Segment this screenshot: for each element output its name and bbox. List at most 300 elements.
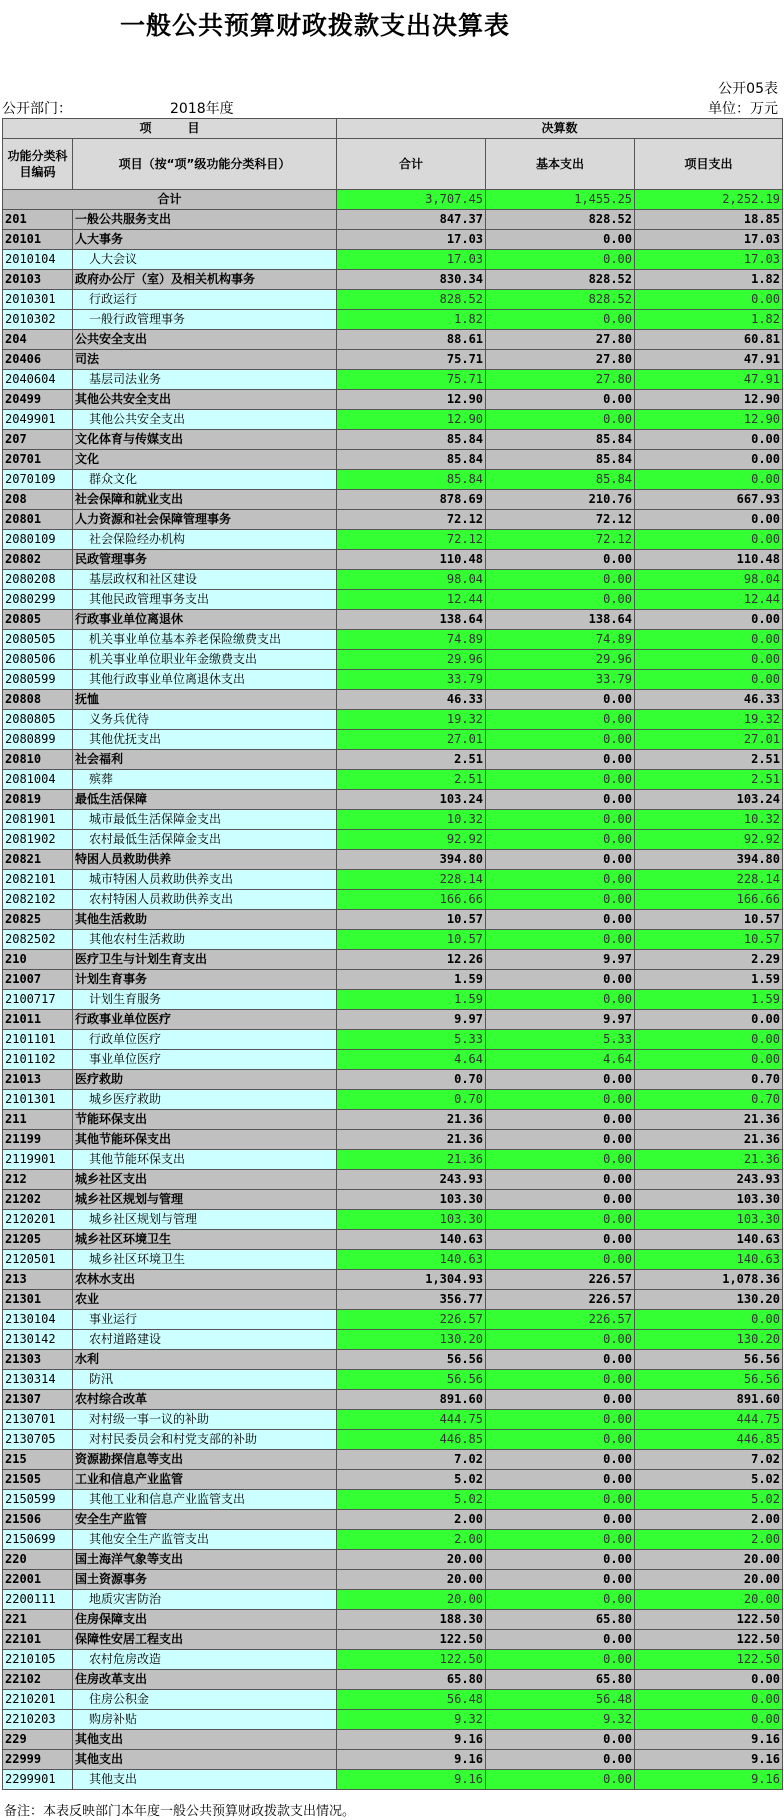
row-basic: 0.00: [486, 1750, 635, 1770]
table-row: [3, 850, 783, 870]
header-basic: 基本支出: [486, 139, 635, 190]
row-code: 21301: [3, 1290, 73, 1310]
table-row: [3, 1250, 783, 1270]
row-name: 义务兵优待: [73, 710, 337, 730]
table-row: [3, 1110, 783, 1130]
header-project: 项目支出: [635, 139, 783, 190]
row-project: 10.32: [635, 810, 783, 830]
row-project: 20.00: [635, 1590, 783, 1610]
row-project: 17.03: [635, 250, 783, 270]
table-row: [3, 590, 783, 610]
row-total: 75.71: [337, 370, 486, 390]
row-total: 878.69: [337, 490, 486, 510]
row-project: 122.50: [635, 1630, 783, 1650]
table-row: [3, 670, 783, 690]
row-project: 18.85: [635, 210, 783, 230]
row-basic: 0.00: [486, 770, 635, 790]
row-code: 21011: [3, 1010, 73, 1030]
row-code: 20103: [3, 270, 73, 290]
row-basic: 210.76: [486, 490, 635, 510]
row-basic: 27.80: [486, 330, 635, 350]
row-project: 10.57: [635, 910, 783, 930]
row-code: 2210201: [3, 1690, 73, 1710]
row-project: 103.30: [635, 1210, 783, 1230]
row-name: 农村特困人员救助供养支出: [73, 890, 337, 910]
row-basic: 27.80: [486, 370, 635, 390]
row-name: 特困人员救助供养: [73, 850, 337, 870]
row-basic: 74.89: [486, 630, 635, 650]
row-basic: 0.00: [486, 1150, 635, 1170]
row-basic: 0.00: [486, 1550, 635, 1570]
row-total: 4.64: [337, 1050, 486, 1070]
row-basic: 0.00: [486, 910, 635, 930]
row-project: 103.24: [635, 790, 783, 810]
row-name: 农村最低生活保障金支出: [73, 830, 337, 850]
expenditure-table-container: [2, 118, 783, 1790]
header-item: 项 目: [3, 119, 337, 139]
row-total: 33.79: [337, 670, 486, 690]
row-total: 122.50: [337, 1630, 486, 1650]
table-row: [3, 490, 783, 510]
row-basic: 0.00: [486, 310, 635, 330]
row-name: 医疗卫生与计划生育支出: [73, 950, 337, 970]
row-name: 地质灾害防治: [73, 1590, 337, 1610]
row-name: 城乡社区环境卫生: [73, 1250, 337, 1270]
table-row: [3, 750, 783, 770]
form-number: 公开05表: [718, 81, 778, 97]
row-code: 21013: [3, 1070, 73, 1090]
table-row: [3, 830, 783, 850]
row-total: 21.36: [337, 1130, 486, 1150]
row-name: 其他优抚支出: [73, 730, 337, 750]
table-row: [3, 350, 783, 370]
row-total: 56.48: [337, 1690, 486, 1710]
row-name: 国土资源事务: [73, 1570, 337, 1590]
table-row: [3, 1630, 783, 1650]
row-code: 2080599: [3, 670, 73, 690]
header-code: 功能分类科目编码: [3, 139, 73, 190]
total-row: [3, 190, 783, 210]
row-name: 其他公共安全支出: [73, 410, 337, 430]
row-basic: 0.00: [486, 230, 635, 250]
row-total: 27.01: [337, 730, 486, 750]
row-basic: 9.97: [486, 950, 635, 970]
row-basic: 0.00: [486, 750, 635, 770]
table-row: [3, 1730, 783, 1750]
row-name: 农林水支出: [73, 1270, 337, 1290]
table-row: [3, 910, 783, 930]
table-row: [3, 310, 783, 330]
table-row: [3, 950, 783, 970]
row-project: 122.50: [635, 1650, 783, 1670]
row-code: 20825: [3, 910, 73, 930]
row-basic: 29.96: [486, 650, 635, 670]
row-total: 1,304.93: [337, 1270, 486, 1290]
row-name: 其他安全生产监管支出: [73, 1530, 337, 1550]
table-row: [3, 430, 783, 450]
row-name: 事业单位医疗: [73, 1050, 337, 1070]
row-name: 其他农村生活救助: [73, 930, 337, 950]
row-code: 20821: [3, 850, 73, 870]
row-total: 9.16: [337, 1770, 486, 1790]
row-basic: 0.00: [486, 1190, 635, 1210]
row-basic: 828.52: [486, 210, 635, 230]
row-total: 110.48: [337, 550, 486, 570]
table-row: [3, 1170, 783, 1190]
row-name: 住房保障支出: [73, 1610, 337, 1630]
table-row: [3, 1470, 783, 1490]
row-code: 2130705: [3, 1430, 73, 1450]
row-basic: 27.80: [486, 350, 635, 370]
row-total: 20.00: [337, 1550, 486, 1570]
row-project: 0.00: [635, 470, 783, 490]
table-row: [3, 550, 783, 570]
row-project: 140.63: [635, 1250, 783, 1270]
row-project: 2.51: [635, 770, 783, 790]
table-row: [3, 1030, 783, 1050]
row-total: 444.75: [337, 1410, 486, 1430]
row-name: 其他行政事业单位离退休支出: [73, 670, 337, 690]
row-project: 0.00: [635, 1310, 783, 1330]
row-basic: 56.48: [486, 1690, 635, 1710]
row-total: 21.36: [337, 1150, 486, 1170]
row-total: 1.82: [337, 310, 486, 330]
row-basic: 0.00: [486, 710, 635, 730]
row-code: 2130314: [3, 1370, 73, 1390]
row-basic: 226.57: [486, 1310, 635, 1330]
row-project: 1.82: [635, 270, 783, 290]
row-code: 220: [3, 1550, 73, 1570]
row-name: 其他生活救助: [73, 910, 337, 930]
row-name: 基层政权和社区建设: [73, 570, 337, 590]
table-row: [3, 1750, 783, 1770]
row-basic: 0.00: [486, 1470, 635, 1490]
row-basic: 85.84: [486, 470, 635, 490]
table-row: [3, 450, 783, 470]
row-name: 最低生活保障: [73, 790, 337, 810]
table-row: [3, 790, 783, 810]
row-total: 356.77: [337, 1290, 486, 1310]
row-project: 110.48: [635, 550, 783, 570]
row-code: 21202: [3, 1190, 73, 1210]
row-project: 166.66: [635, 890, 783, 910]
row-total: 830.34: [337, 270, 486, 290]
row-total: 394.80: [337, 850, 486, 870]
row-total: 103.30: [337, 1210, 486, 1230]
row-project: 0.00: [635, 630, 783, 650]
row-total: 228.14: [337, 870, 486, 890]
row-basic: 0.00: [486, 730, 635, 750]
row-total: 20.00: [337, 1590, 486, 1610]
row-name: 社会福利: [73, 750, 337, 770]
table-row: [3, 630, 783, 650]
row-total: 5.02: [337, 1470, 486, 1490]
row-code: 20808: [3, 690, 73, 710]
row-project: 0.00: [635, 450, 783, 470]
row-total: 138.64: [337, 610, 486, 630]
table-row: [3, 470, 783, 490]
row-code: 2082102: [3, 890, 73, 910]
row-basic: 226.57: [486, 1290, 635, 1310]
row-project: 1.59: [635, 990, 783, 1010]
total-basic: 1,455.25: [486, 190, 635, 210]
row-name: 行政事业单位离退休: [73, 610, 337, 630]
row-basic: 0.00: [486, 850, 635, 870]
row-code: 21199: [3, 1130, 73, 1150]
total-project: 2,252.19: [635, 190, 783, 210]
row-name: 人大会议: [73, 250, 337, 270]
row-name: 行政单位医疗: [73, 1030, 337, 1050]
row-basic: 0.00: [486, 590, 635, 610]
row-name: 其他支出: [73, 1750, 337, 1770]
row-basic: 0.00: [486, 930, 635, 950]
row-project: 21.36: [635, 1150, 783, 1170]
row-name: 行政事业单位医疗: [73, 1010, 337, 1030]
table-row: [3, 410, 783, 430]
row-name: 一般公共服务支出: [73, 210, 337, 230]
table-row: [3, 870, 783, 890]
table-row: [3, 570, 783, 590]
row-code: 21303: [3, 1350, 73, 1370]
row-code: 2081901: [3, 810, 73, 830]
table-row: [3, 1050, 783, 1070]
row-basic: 0.00: [486, 1230, 635, 1250]
row-project: 0.00: [635, 1670, 783, 1690]
row-name: 保障性安居工程支出: [73, 1630, 337, 1650]
row-total: 130.20: [337, 1330, 486, 1350]
table-row: [3, 1430, 783, 1450]
row-project: 444.75: [635, 1410, 783, 1430]
table-body: [3, 190, 783, 1790]
row-total: 0.70: [337, 1090, 486, 1110]
row-name: 住房改革支出: [73, 1670, 337, 1690]
table-row: [3, 1310, 783, 1330]
row-total: 1.59: [337, 990, 486, 1010]
row-code: 20802: [3, 550, 73, 570]
row-code: 2130142: [3, 1330, 73, 1350]
row-project: 0.00: [635, 1030, 783, 1050]
row-name: 其他工业和信息产业监管支出: [73, 1490, 337, 1510]
row-project: 92.92: [635, 830, 783, 850]
row-total: 21.36: [337, 1110, 486, 1130]
row-total: 12.44: [337, 590, 486, 610]
row-project: 2.29: [635, 950, 783, 970]
row-code: 2101301: [3, 1090, 73, 1110]
total-amount: 3,707.45: [337, 190, 486, 210]
row-total: 103.24: [337, 790, 486, 810]
row-project: 47.91: [635, 350, 783, 370]
row-basic: 828.52: [486, 290, 635, 310]
table-row: [3, 810, 783, 830]
row-project: 0.00: [635, 1710, 783, 1730]
row-basic: 85.84: [486, 450, 635, 470]
row-basic: 0.00: [486, 250, 635, 270]
row-code: 2130701: [3, 1410, 73, 1430]
row-code: 22101: [3, 1630, 73, 1650]
row-basic: 65.80: [486, 1610, 635, 1630]
row-project: 0.00: [635, 1690, 783, 1710]
table-row: [3, 1370, 783, 1390]
row-basic: 4.64: [486, 1050, 635, 1070]
row-total: 891.60: [337, 1390, 486, 1410]
row-code: 2010104: [3, 250, 73, 270]
row-total: 5.33: [337, 1030, 486, 1050]
row-name: 城乡社区支出: [73, 1170, 337, 1190]
row-basic: 0.00: [486, 1650, 635, 1670]
row-code: 21506: [3, 1510, 73, 1530]
row-basic: 0.00: [486, 1170, 635, 1190]
table-row: [3, 1290, 783, 1310]
table-row: [3, 1150, 783, 1170]
row-basic: 0.00: [486, 410, 635, 430]
row-code: 2210203: [3, 1710, 73, 1730]
row-total: 12.90: [337, 410, 486, 430]
row-total: 29.96: [337, 650, 486, 670]
row-basic: 72.12: [486, 530, 635, 550]
table-row: [3, 690, 783, 710]
row-total: 85.84: [337, 450, 486, 470]
row-total: 17.03: [337, 250, 486, 270]
row-project: 0.00: [635, 650, 783, 670]
table-row: [3, 1650, 783, 1670]
row-total: 226.57: [337, 1310, 486, 1330]
row-project: 12.90: [635, 410, 783, 430]
fiscal-year: 2018年度: [170, 101, 234, 117]
row-project: 667.93: [635, 490, 783, 510]
row-code: 2080505: [3, 630, 73, 650]
row-project: 0.00: [635, 430, 783, 450]
row-name: 购房补贴: [73, 1710, 337, 1730]
table-row: [3, 710, 783, 730]
row-code: 20801: [3, 510, 73, 530]
row-basic: 0.00: [486, 1090, 635, 1110]
row-project: 0.00: [635, 670, 783, 690]
row-name: 机关事业单位基本养老保险缴费支出: [73, 630, 337, 650]
row-project: 21.36: [635, 1110, 783, 1130]
row-project: 21.36: [635, 1130, 783, 1150]
row-name: 事业运行: [73, 1310, 337, 1330]
row-project: 243.93: [635, 1170, 783, 1190]
row-total: 7.02: [337, 1450, 486, 1470]
row-code: 2120501: [3, 1250, 73, 1270]
row-name: 城乡社区环境卫生: [73, 1230, 337, 1250]
table-row: [3, 1670, 783, 1690]
header-settlement: 决算数: [337, 119, 783, 139]
row-basic: 0.00: [486, 1510, 635, 1530]
row-basic: 0.00: [486, 1110, 635, 1130]
row-basic: 0.00: [486, 1770, 635, 1790]
row-code: 2200111: [3, 1590, 73, 1610]
row-basic: 0.00: [486, 1430, 635, 1450]
row-project: 12.90: [635, 390, 783, 410]
row-project: 446.85: [635, 1430, 783, 1450]
row-name: 文化: [73, 450, 337, 470]
row-code: 20805: [3, 610, 73, 630]
row-basic: 0.00: [486, 1130, 635, 1150]
row-name: 城乡社区规划与管理: [73, 1210, 337, 1230]
row-project: 27.01: [635, 730, 783, 750]
row-code: 2080299: [3, 590, 73, 610]
header-total: 合计: [337, 139, 486, 190]
table-row: [3, 270, 783, 290]
row-basic: 0.00: [486, 1450, 635, 1470]
row-total: 188.30: [337, 1610, 486, 1630]
row-total: 46.33: [337, 690, 486, 710]
row-basic: 72.12: [486, 510, 635, 530]
table-row: [3, 770, 783, 790]
row-code: 211: [3, 1110, 73, 1130]
row-name: 医疗救助: [73, 1070, 337, 1090]
row-project: 228.14: [635, 870, 783, 890]
table-row: [3, 1550, 783, 1570]
row-project: 103.30: [635, 1190, 783, 1210]
row-total: 166.66: [337, 890, 486, 910]
table-row: [3, 230, 783, 250]
row-total: 0.70: [337, 1070, 486, 1090]
row-project: 122.50: [635, 1610, 783, 1630]
table-row: [3, 1770, 783, 1790]
row-project: 0.70: [635, 1090, 783, 1110]
row-name: 农村道路建设: [73, 1330, 337, 1350]
row-basic: 0.00: [486, 1570, 635, 1590]
row-total: 88.61: [337, 330, 486, 350]
row-code: 2010302: [3, 310, 73, 330]
row-project: 47.91: [635, 370, 783, 390]
row-total: 5.02: [337, 1490, 486, 1510]
row-project: 0.00: [635, 610, 783, 630]
row-code: 20406: [3, 350, 73, 370]
row-project: 46.33: [635, 690, 783, 710]
row-total: 103.30: [337, 1190, 486, 1210]
row-project: 0.00: [635, 290, 783, 310]
header-name: 项目（按“项”级功能分类科目）: [73, 139, 337, 190]
row-basic: 9.97: [486, 1010, 635, 1030]
row-code: 2120201: [3, 1210, 73, 1230]
row-basic: 0.00: [486, 1070, 635, 1090]
row-total: 92.92: [337, 830, 486, 850]
row-total: 10.32: [337, 810, 486, 830]
row-basic: 0.00: [486, 570, 635, 590]
row-basic: 0.00: [486, 1410, 635, 1430]
row-total: 9.97: [337, 1010, 486, 1030]
row-name: 住房公积金: [73, 1690, 337, 1710]
row-total: 75.71: [337, 350, 486, 370]
row-project: 2.00: [635, 1510, 783, 1530]
row-name: 人力资源和社会保障管理事务: [73, 510, 337, 530]
row-name: 一般行政管理事务: [73, 310, 337, 330]
row-basic: 0.00: [486, 830, 635, 850]
row-basic: 828.52: [486, 270, 635, 290]
row-code: 2210105: [3, 1650, 73, 1670]
row-total: 85.84: [337, 430, 486, 450]
row-name: 其他公共安全支出: [73, 390, 337, 410]
row-name: 对村级一事一议的补助: [73, 1410, 337, 1430]
row-project: 5.02: [635, 1490, 783, 1510]
table-row: [3, 1270, 783, 1290]
row-name: 安全生产监管: [73, 1510, 337, 1530]
table-row: [3, 1690, 783, 1710]
row-basic: 0.00: [486, 550, 635, 570]
row-code: 213: [3, 1270, 73, 1290]
table-row: [3, 1710, 783, 1730]
row-code: 2080899: [3, 730, 73, 750]
table-row: [3, 610, 783, 630]
row-project: 19.32: [635, 710, 783, 730]
row-basic: 0.00: [486, 810, 635, 830]
row-code: 22001: [3, 1570, 73, 1590]
table-row: [3, 1510, 783, 1530]
table-row: [3, 1530, 783, 1550]
